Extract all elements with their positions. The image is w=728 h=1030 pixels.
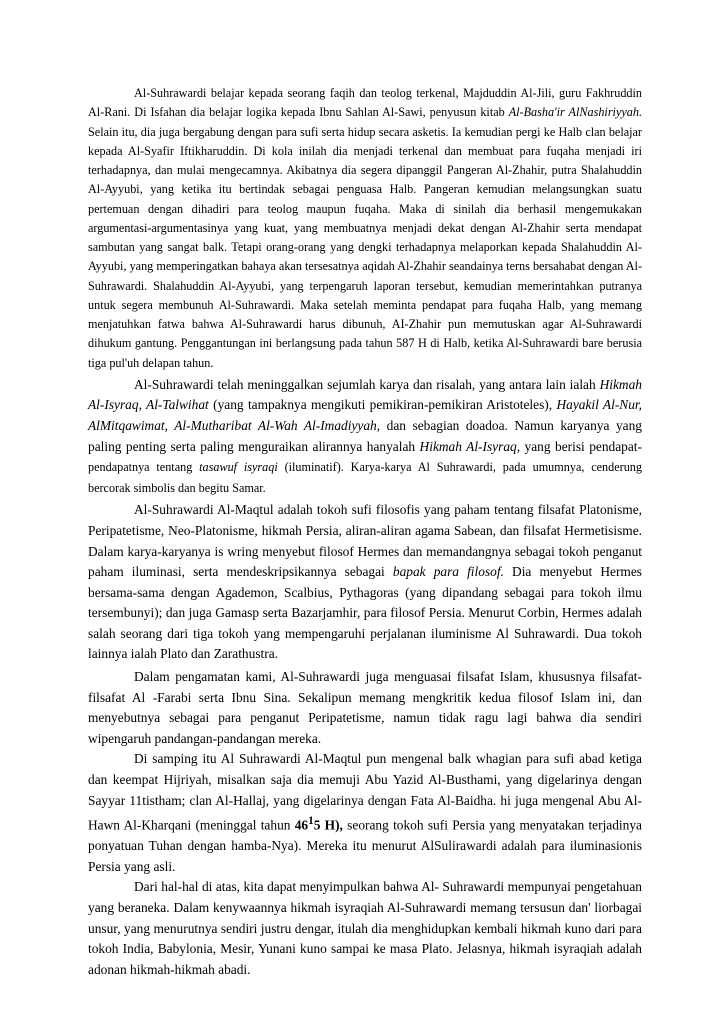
paragraph-2-text-a: Al-Suhrawardi telah meninggalkan sejumlah karya dan risalah, yang antara lain ialah	[134, 376, 600, 392]
paragraph-3	[88, 500, 642, 665]
paragraph-6-text: Dari hal-hal di atas, kita dapat menyimpulkan bahwa Al- Suhrawardi mempunyai pengetahuan yang beraneka. Dalam kenywaannya hikmah isyraqiah Al-Suhrawardi memang tersusun dan' liorbagai unsur, yang menurutnya sendiri justru dengar, itulah dia menghidupkan kembali hikmah kuno dari para tokoh India, Babylonia, Mesir, Yunani kuno sampai ke masa Plato. Jelasnya, hikmah isyraqiah adalah adonan hikmah-hikmah abadi.	[88, 879, 642, 977]
paragraph-5	[88, 749, 642, 877]
paragraph-2-text-d: yang berisi pendapat-	[520, 438, 642, 454]
paragraph-2-text-c: dan sebagian doadoa. Namun karyanya yang paling penting serta paling menguraikan alirannya hanyalah	[88, 417, 642, 454]
paragraph-1-book-title: Al-Basha'ir AlNashiriyyah.	[508, 105, 642, 120]
paragraph-6	[88, 877, 642, 980]
paragraph-2-term: tasawuf isyraqi	[199, 460, 278, 475]
paragraph-4-text: Dalam pengamatan kami, Al-Suhrawardi juga menguasai filsafat Islam, khususnya filsafat-filsafat Al -Farabi serta Ibnu Sina. Sekalipun memang mengkritik kedua filosof Islam ini, dan menyebutnya sebagai para penganut Peripatetisme, namun tidak ragu lagi bahwa dia sendiri wipengaruh pandangan-pandangan mereka.	[88, 669, 642, 746]
document-page	[88, 84, 642, 980]
paragraph-1-text-a: Al-Suhrawardi belajar kepada seorang faqih dan teolog terkenal, Majduddin Al-Jili, guru Fakhruddin Al-Rani. Di Isfahan dia belajar logika kepada Ibnu Sahlan Al-Sawi, penyusun kitab	[88, 86, 642, 120]
paragraph-4	[88, 667, 642, 749]
paragraph-2-text-b: (yang tampaknya mengikuti pemikiran-pemikiran Aristoteles),	[208, 397, 557, 413]
paragraph-1	[88, 84, 642, 373]
paragraph-5-year-sup: 1	[308, 815, 314, 828]
paragraph-2-text-e: (iluminatif). Karya-karya Al Suhrawardi, pada umumnya, cenderung bercorak simbolis dan begitu Samar.	[88, 460, 642, 495]
paragraph-2-works-c: Hikmah Al-Isyraq,	[419, 438, 521, 454]
paragraph-2	[88, 375, 642, 499]
paragraph-5-text-a: Di samping itu Al Suhrawardi Al-Maqtul pun mengenal balk whagian para sufi abad ketiga dan keempat Hijriyah, misalkan saja dia memuji Abu Yazid Al-Busthami, yang digelarinya dengan Sayyar 11tistham; clan Al-Hallaj, yang digelarinya dengan Fata Al-Baidha. hi juga mengenal Abu Al-Hawn Al-Kharqani (meninggal tahun	[88, 751, 642, 833]
paragraph-3-text-b: Dia menyebut Hermes bersama-sama dengan Agademon, Scalbius, Pythagoras (yang dipandang sebagai para tokoh ilmu tersembunyi); dan juga Gamasp serta Bazarjamhir, para filosof Persia. Menurut Corbin, Hermes adalah salah seorang dari tiga tokoh yang mempengaruhi perjalanan iluminisme Al Suhrawardi. Dua tokoh lainnya ialah Plato dan Zarathustra.	[88, 564, 642, 662]
paragraph-5-year-b: 5 H),	[313, 817, 343, 833]
paragraph-3-epithet: bapak para filosof.	[392, 564, 504, 580]
paragraph-3-text-a: Al-Suhrawardi Al-Maqtul adalah tokoh sufi filosofis yang paham tentang filsafat Platonisme, Peripatetisme, Neo-Platonisme, hikmah Persia, aliran-aliran agama Sabean, dan filsafat Hermetisisme. Dalam karya-karyanya is wring menyebut filosof Hermes dan memandangnya sebagai tokoh penganut paham iluminasi, serta mendeskripsikannya sebagai	[88, 502, 642, 580]
paragraph-2-works-b: Hayakil Al-Nur, AlMitqawimat, Al-Mutharibat Al-Wah Al-Imadiyyah,	[88, 397, 642, 433]
paragraph-2-works-a: Hikmah Al-Isyraq, Al-Talwihat	[88, 376, 642, 413]
paragraph-5-text-b: seorang tokoh sufi Persia yang menyatakan terjadinya ponyatuan Tuhan dengan hamba-Nya). Mereka itu menurut AlSulirawardi adalah para iluminasionis Persia yang asli.	[88, 817, 642, 874]
paragraph-5-year-a: 46	[294, 817, 309, 833]
paragraph-1-text-b: Selain itu, dia juga bergabung dengan para sufi serta hidup secara asketis. Ia kemudian pergi ke Halb clan belajar kepada Al-Syafir Iftikharuddin. Di kola inilah dia menjadi terkenal dan membuat para fuqaha menjadi iri terhadapnya, dan mulai mengecamnya. Akibatnya dia segera dipanggil Pangeran Al-Zhahir, putra Shalahuddin Al-Ayyubi, yang ketika itu bertindak sebagai penguasa Halb. Pangeran kemudian melangsungkan suatu pertemuan dengan dihadiri para teolog maupun fuqaha. Maka di sinilah dia berhasil mengemukakan argumentasi-argumentasinya yang kuat, yang membuatnya menjadi dekat dengan Al-Zhahir serta mendapat sambutan yang sangat balk. Tetapi orang-orang yang dengki terhadapnya melaporkan kepada Shalahuddin Al-Ayyubi, yang memperingatkan bahaya akan tersesatnya aqidah Al-Zhahir seandainya terns bersahabat dengan Al-Suhrawardi. Shalahuddin Al-Ayyubi, yang terpengaruh laporan tersebut, kemudian memerintahkan putranya untuk segera membunuh Al-Suhrawardi. Maka setelah meminta pendapat para fuqaha Halb, yang memang menjatuhkan fatwa bahwa Al-Suhrawardi harus dibunuh, AI-Zhahir pun memutuskan agar Al-Suhrawardi dihukum gantung. Penggantungan ini berlangsung pada tahun 587 H di Halb, ketika Al-Suhrawardi bare berusia tiga pul'uh delapan tahun.	[88, 124, 642, 370]
paragraph-2-text-d-small: pendapatnya tentang	[88, 460, 200, 475]
